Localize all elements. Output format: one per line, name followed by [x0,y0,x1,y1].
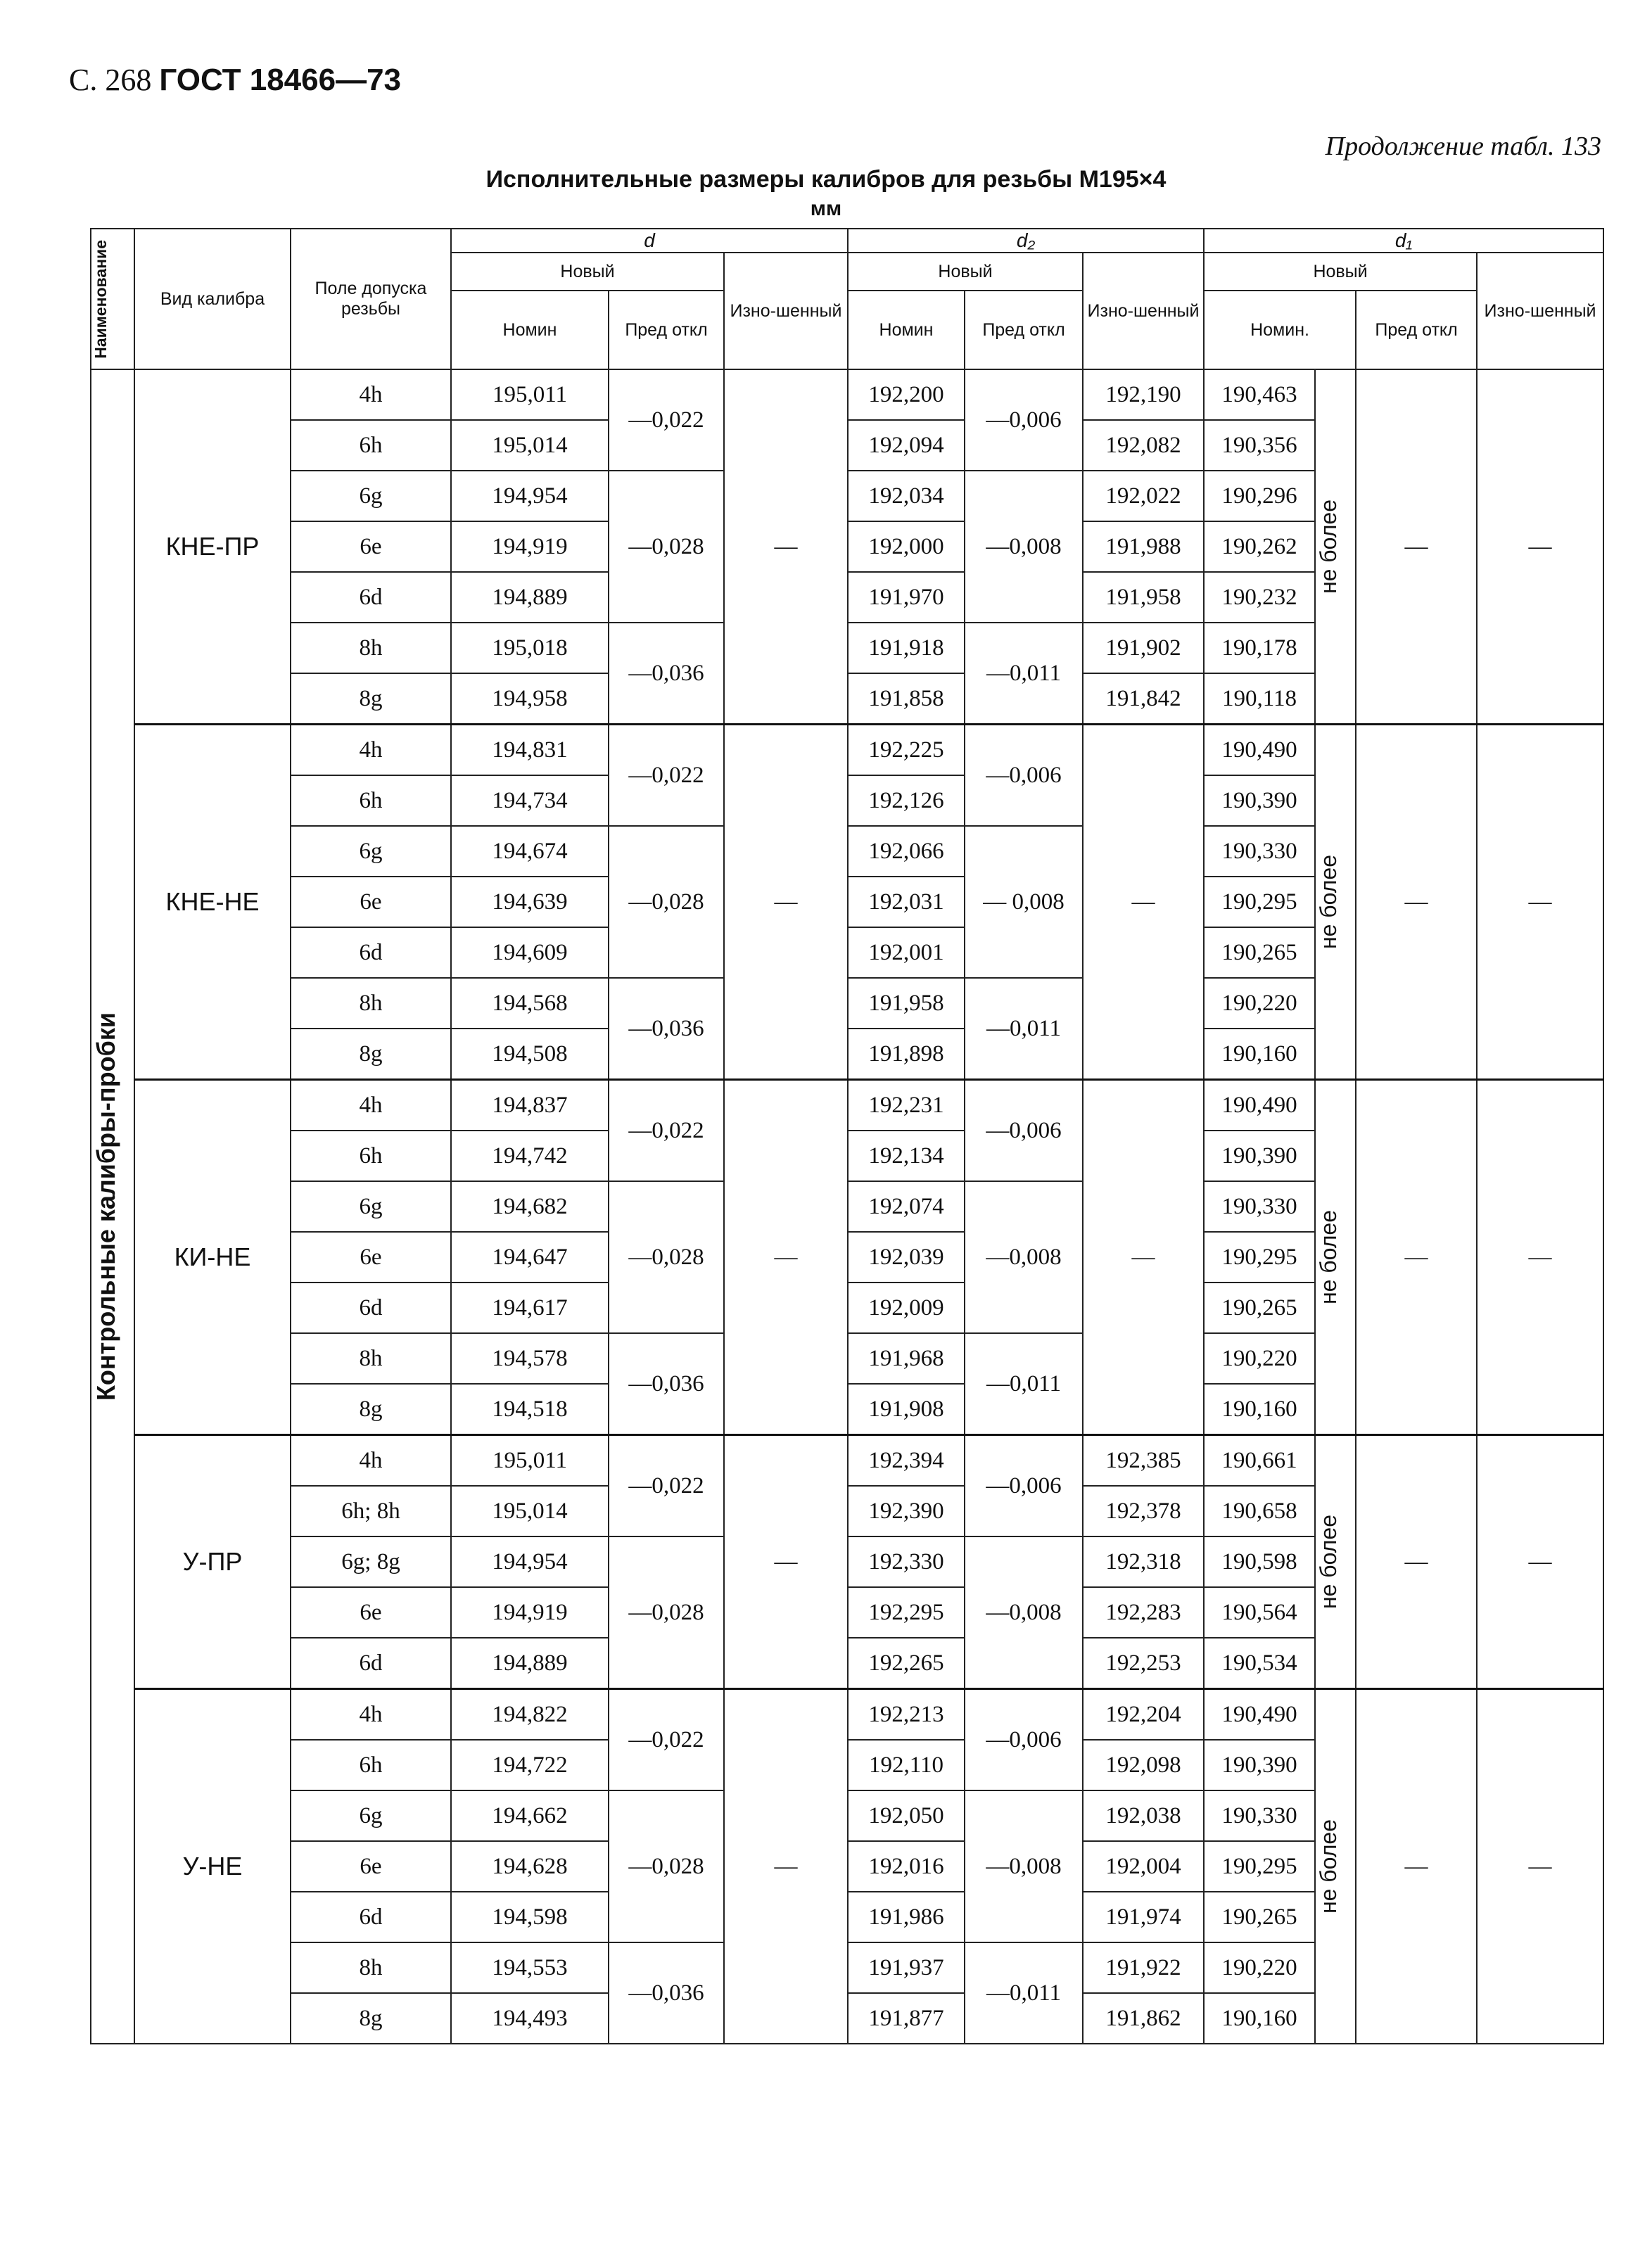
tolerance-field: 6h [291,1131,451,1181]
d2-worn: 192,283 [1083,1587,1204,1638]
tolerance-field: 6h [291,420,451,471]
d2-worn: 192,190 [1083,369,1204,420]
d-deviation: —0,022 [609,725,724,827]
d1-deviation: — [1356,1689,1477,2044]
d2-nominal: 191,858 [848,673,965,725]
tolerance-field: 8h [291,1333,451,1384]
d2-nominal: 192,231 [848,1080,965,1131]
gauge-kind: КИ-НЕ [134,1080,291,1435]
tolerance-field: 6e [291,877,451,927]
d1-nominal: 190,295 [1204,1841,1315,1892]
not-more-label: не более [1316,1515,1342,1610]
d2-deviation: —0,008 [965,1536,1083,1689]
tolerance-field: 6g [291,1181,451,1232]
d1-nominal: 190,160 [1204,1029,1315,1080]
d2-nominal: 192,134 [848,1131,965,1181]
tolerance-field: 6h [291,1740,451,1790]
col-d1-worn-header: Изно-шенный [1477,253,1603,369]
d1-nominal: 190,356 [1204,420,1315,471]
d1-deviation: — [1356,369,1477,725]
tolerance-field: 6e [291,1841,451,1892]
tolerance-field: 6g; 8g [291,1536,451,1587]
d-nominal: 194,889 [451,1638,609,1689]
not-more-label: не более [1316,499,1342,594]
tolerance-field: 4h [291,369,451,420]
d2-nominal: 192,031 [848,877,965,927]
d2-deviation: —0,008 [965,1181,1083,1333]
tolerance-field: 6e [291,1232,451,1283]
d2-deviation: —0,008 [965,471,1083,623]
d1-worn: — [1477,369,1603,725]
d1-nominal: 190,658 [1204,1486,1315,1536]
tolerance-field: 6g [291,826,451,877]
d1-nominal: 190,178 [1204,623,1315,673]
d2-nominal: 192,050 [848,1790,965,1841]
d2-deviation: —0,011 [965,978,1083,1080]
d1-nominal: 190,463 [1204,369,1315,420]
tolerance-field: 6e [291,1587,451,1638]
d2-nominal: 192,016 [848,1841,965,1892]
d2-nominal: 191,908 [848,1384,965,1435]
d2-nominal: 192,110 [848,1740,965,1790]
tolerance-field: 6g [291,1790,451,1841]
d-nominal: 194,889 [451,572,609,623]
d2-nominal: 191,898 [848,1029,965,1080]
d-nominal: 194,617 [451,1283,609,1333]
d2-deviation: —0,006 [965,1080,1083,1182]
d-nominal: 195,018 [451,623,609,673]
d2-worn: 192,385 [1083,1435,1204,1487]
d1-worn: — [1477,1080,1603,1435]
tolerance-field: 8h [291,623,451,673]
d-deviation: —0,022 [609,1435,724,1537]
d-worn: — [724,1080,848,1435]
d1-nominal: 190,490 [1204,1689,1315,1741]
d1-deviation: — [1356,1080,1477,1435]
d1-worn: — [1477,1435,1603,1689]
d-nominal: 194,837 [451,1080,609,1131]
col-d-worn-header: Изно-шенный [724,253,848,369]
tolerance-field: 8h [291,1942,451,1993]
d-worn: — [724,1689,848,2044]
d2-nominal: 191,918 [848,623,965,673]
d-nominal: 194,919 [451,1587,609,1638]
d2-nominal: 192,001 [848,927,965,978]
d2-deviation: —0,006 [965,725,1083,827]
d1-nominal: 190,232 [1204,572,1315,623]
d2-worn: 191,974 [1083,1892,1204,1942]
d2-worn: 191,902 [1083,623,1204,673]
d-nominal: 194,628 [451,1841,609,1892]
tolerance-field: 6d [291,927,451,978]
table-row [91,1435,1603,1487]
d1-nominal: 190,390 [1204,1131,1315,1181]
col-tolerance-header: Поле допуска резьбы [291,229,451,369]
d2-deviation: —0,006 [965,1435,1083,1537]
col-d1-nom-header: Номин. [1204,291,1356,369]
d-nominal: 195,014 [451,420,609,471]
d-worn: — [724,369,848,725]
d-deviation: —0,028 [609,826,724,978]
d-deviation: —0,028 [609,1790,724,1942]
d2-nominal: 192,213 [848,1689,965,1741]
d-deviation: —0,036 [609,1942,724,2044]
d-nominal: 194,831 [451,725,609,776]
d-nominal: 194,958 [451,673,609,725]
col-d2-dev-header: Пред откл [965,291,1083,369]
d1-nominal: 190,490 [1204,725,1315,776]
d-deviation: —0,036 [609,978,724,1080]
d1-nominal: 190,490 [1204,1080,1315,1131]
tolerance-field: 6h; 8h [291,1486,451,1536]
d2-deviation: —0,006 [965,369,1083,471]
d-nominal: 194,568 [451,978,609,1029]
d2-nominal: 191,958 [848,978,965,1029]
not-more-label: не более [1316,1819,1342,1914]
tolerance-field: 6h [291,775,451,826]
d1-worn: — [1477,725,1603,1080]
d2-nominal: 192,225 [848,725,965,776]
d2-worn: 192,318 [1083,1536,1204,1587]
d-nominal: 194,722 [451,1740,609,1790]
gauge-dimensions-table [90,228,1604,2044]
d1-nominal: 190,661 [1204,1435,1315,1487]
d-nominal: 194,742 [451,1131,609,1181]
d-nominal: 194,919 [451,521,609,572]
tolerance-field: 6d [291,1283,451,1333]
d1-nominal: 190,220 [1204,1333,1315,1384]
d2-worn: 191,958 [1083,572,1204,623]
d2-nominal: 192,034 [848,471,965,521]
d1-deviation: — [1356,725,1477,1080]
d1-nominal: 190,330 [1204,826,1315,877]
d2-nominal: 192,009 [848,1283,965,1333]
d-deviation: —0,022 [609,369,724,471]
d2-worn: 191,988 [1083,521,1204,572]
d-worn: — [724,1435,848,1689]
d-nominal: 194,518 [451,1384,609,1435]
d-nominal: 194,598 [451,1892,609,1942]
col-d1-header: d₁ [1204,229,1603,253]
table-continuation: Продолжение табл. 133 [1325,132,1601,161]
tolerance-field: 6e [291,521,451,572]
d2-nominal: 192,394 [848,1435,965,1487]
d2-worn: — [1083,1080,1204,1435]
d1-nominal: 190,534 [1204,1638,1315,1689]
d1-nominal: 190,295 [1204,1232,1315,1283]
d1-nominal: 190,564 [1204,1587,1315,1638]
d1-nominal: 190,160 [1204,1993,1315,2044]
d-nominal: 194,508 [451,1029,609,1080]
d2-nominal: 191,970 [848,572,965,623]
group-name: Контрольные калибры-пробки [91,1012,120,1401]
table-row [91,1080,1603,1131]
d2-deviation: —0,011 [965,1333,1083,1435]
d-nominal: 195,011 [451,1435,609,1487]
d2-nominal: 192,039 [848,1232,965,1283]
page-header [69,62,401,98]
d-worn: — [724,725,848,1080]
tolerance-field: 6d [291,1892,451,1942]
d-deviation: —0,036 [609,1333,724,1435]
d-nominal: 194,954 [451,471,609,521]
col-kind-header: Вид калибра [134,229,291,369]
d-nominal: 195,011 [451,369,609,420]
d1-nominal: 190,296 [1204,471,1315,521]
col-name-header: Наименование [91,229,134,369]
col-d-dev-header: Пред откл [609,291,724,369]
tolerance-field: 8g [291,1029,451,1080]
d1-limit-note [1315,369,1356,725]
d2-nominal: 192,295 [848,1587,965,1638]
d2-worn: 192,378 [1083,1486,1204,1536]
d2-nominal: 191,937 [848,1942,965,1993]
tolerance-field: 8h [291,978,451,1029]
d-nominal: 194,609 [451,927,609,978]
d2-nominal: 192,390 [848,1486,965,1536]
d-deviation: —0,028 [609,1536,724,1689]
d2-worn: 192,004 [1083,1841,1204,1892]
col-d2-worn-header: Изно-шенный [1083,253,1204,369]
d2-deviation: —0,011 [965,1942,1083,2044]
d-nominal: 194,647 [451,1232,609,1283]
d1-deviation: — [1356,1435,1477,1689]
d2-worn: 192,098 [1083,1740,1204,1790]
col-d2-header: d₂ [848,229,1204,253]
tolerance-field: 4h [291,1080,451,1131]
d1-nominal: 190,330 [1204,1181,1315,1232]
d-deviation: —0,022 [609,1080,724,1182]
col-d-header: d [451,229,848,253]
table-row [91,725,1603,776]
tolerance-field: 4h [291,725,451,776]
d1-nominal: 190,220 [1204,1942,1315,1993]
d2-nominal: 191,986 [848,1892,965,1942]
d-nominal: 194,553 [451,1942,609,1993]
gost-number: ГОСТ 18466—73 [159,63,402,97]
col-d1-new-header: Новый [1204,253,1477,291]
d2-worn: 191,842 [1083,673,1204,725]
d1-limit-note [1315,1080,1356,1435]
d-nominal: 194,578 [451,1333,609,1384]
d1-nominal: 190,330 [1204,1790,1315,1841]
d1-nominal: 190,118 [1204,673,1315,725]
d-nominal: 194,674 [451,826,609,877]
tolerance-field: 4h [291,1689,451,1741]
col-d-nom-header: Номин [451,291,609,369]
d1-nominal: 190,265 [1204,927,1315,978]
tolerance-field: 8g [291,1384,451,1435]
d-nominal: 194,954 [451,1536,609,1587]
d2-deviation: —0,011 [965,623,1083,725]
table-row [91,1689,1603,1741]
gauge-kind: КНЕ-НЕ [134,725,291,1080]
d-nominal: 194,682 [451,1181,609,1232]
d2-nominal: 192,126 [848,775,965,826]
d1-nominal: 190,598 [1204,1536,1315,1587]
d1-nominal: 190,220 [1204,978,1315,1029]
tolerance-field: 6g [291,471,451,521]
d2-worn: — [1083,725,1204,1080]
d-nominal: 194,493 [451,1993,609,2044]
d-deviation: —0,036 [609,623,724,725]
not-more-label: не более [1316,1210,1342,1305]
d-deviation: —0,028 [609,1181,724,1333]
d-deviation: —0,022 [609,1689,724,1791]
d-nominal: 194,822 [451,1689,609,1741]
table-unit: мм [810,197,842,220]
d2-worn: 192,022 [1083,471,1204,521]
d1-worn: — [1477,1689,1603,2044]
d-nominal: 194,662 [451,1790,609,1841]
gauge-kind: У-НЕ [134,1689,291,2044]
d2-worn: 192,038 [1083,1790,1204,1841]
tolerance-field: 8g [291,1993,451,2044]
d2-worn: 192,082 [1083,420,1204,471]
d2-nominal: 192,074 [848,1181,965,1232]
d-deviation: —0,028 [609,471,724,623]
d1-nominal: 190,390 [1204,1740,1315,1790]
d2-worn: 191,862 [1083,1993,1204,2044]
d-nominal: 194,734 [451,775,609,826]
table-title: Исполнительные размеры калибров для резьбы М195×4 [485,166,1167,193]
d2-deviation: —0,008 [965,1790,1083,1942]
d1-limit-note [1315,1435,1356,1689]
d-nominal: 194,639 [451,877,609,927]
col-d-new-header: Новый [451,253,724,291]
gauge-kind: У-ПР [134,1435,291,1689]
d2-nominal: 192,066 [848,826,965,877]
d2-worn: 192,204 [1083,1689,1204,1741]
d2-deviation: — 0,008 [965,826,1083,978]
d1-nominal: 190,262 [1204,521,1315,572]
d1-nominal: 190,295 [1204,877,1315,927]
d1-limit-note [1315,725,1356,1080]
gauge-kind: КНЕ-ПР [134,369,291,725]
d1-nominal: 190,265 [1204,1892,1315,1942]
d1-nominal: 190,265 [1204,1283,1315,1333]
group-name-cell [91,369,134,2044]
d2-nominal: 192,265 [848,1638,965,1689]
d2-nominal: 191,968 [848,1333,965,1384]
tolerance-field: 8g [291,673,451,725]
page-number: С. 268 [69,63,152,97]
d1-nominal: 190,390 [1204,775,1315,826]
d2-nominal: 191,877 [848,1993,965,2044]
col-d2-nom-header: Номин [848,291,965,369]
tolerance-field: 6d [291,572,451,623]
d1-nominal: 190,160 [1204,1384,1315,1435]
col-d2-new-header: Новый [848,253,1083,291]
d1-limit-note [1315,1689,1356,2044]
d2-worn: 192,253 [1083,1638,1204,1689]
d2-deviation: —0,006 [965,1689,1083,1791]
not-more-label: не более [1316,855,1342,950]
d2-worn: 191,922 [1083,1942,1204,1993]
d-nominal: 195,014 [451,1486,609,1536]
col-d1-dev-header: Пред откл [1356,291,1477,369]
d2-nominal: 192,330 [848,1536,965,1587]
d2-nominal: 192,094 [848,420,965,471]
tolerance-field: 6d [291,1638,451,1689]
tolerance-field: 4h [291,1435,451,1487]
d2-nominal: 192,200 [848,369,965,420]
d2-nominal: 192,000 [848,521,965,572]
table-row [91,369,1603,420]
